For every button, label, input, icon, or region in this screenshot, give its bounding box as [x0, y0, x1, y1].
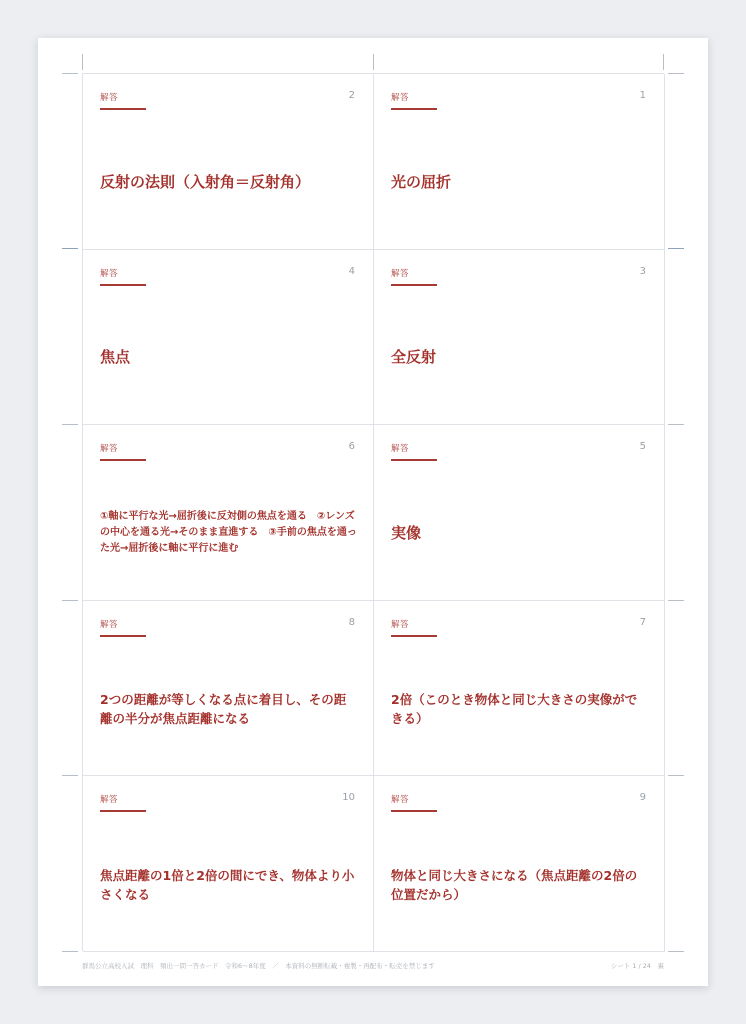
answer-card: [83, 776, 374, 952]
card-label: 解答: [391, 268, 410, 279]
card-rule: [391, 810, 437, 812]
card-rule: [100, 635, 146, 637]
card-answer-box: [100, 124, 357, 241]
crop-mark-right-5: [668, 775, 684, 776]
crop-mark-right-2: [668, 248, 684, 249]
card-number: 4: [348, 265, 355, 277]
card-label: 解答: [391, 619, 410, 630]
crop-mark-right-4: [668, 600, 684, 601]
card-rule: [391, 635, 437, 637]
answer-card: [83, 601, 374, 777]
card-answer: 実像: [391, 523, 422, 542]
card-label: 解答: [391, 93, 410, 103]
card-number: 3: [639, 265, 646, 277]
footer-sheet-indicator: シート 1 / 24 裏: [610, 962, 664, 970]
card-answer: 全反射: [391, 348, 437, 367]
answer-card: [83, 250, 374, 426]
card-label: 解答: [391, 795, 410, 806]
card-answer-box: [100, 826, 357, 943]
answer-sheet: [38, 38, 708, 986]
card-answer-box: [391, 475, 648, 592]
card-label: 解答: [100, 619, 119, 630]
card-number: 9: [639, 792, 646, 804]
answer-card: [374, 776, 665, 952]
footer-copyright: 群馬公立高校入試 理科 頻出一問一答カード 令和6〜8年度 ／ 本資料の無断転載・複製・再配布・転売を禁じます: [82, 962, 435, 970]
card-number: 1: [639, 90, 646, 101]
crop-mark-top-right: [663, 54, 664, 70]
card-label: 解答: [100, 268, 119, 279]
card-answer-box: [391, 826, 648, 943]
card-number: 7: [639, 616, 646, 628]
crop-mark-left-4: [62, 600, 78, 601]
crop-mark-right-6: [668, 951, 684, 952]
card-number: 10: [342, 792, 355, 804]
card-answer-box: [391, 651, 648, 768]
card-answer: 反射の法則（入射角＝反射角）: [100, 172, 311, 191]
crop-mark-left-6: [62, 951, 78, 952]
card-label: 解答: [100, 444, 119, 455]
answer-card: [374, 601, 665, 777]
card-label: 解答: [391, 444, 410, 455]
card-answer: 物体と同じ大きさになる（焦点距離の2倍の位置だから）: [391, 867, 638, 902]
answer-card: [83, 425, 374, 601]
card-number: 6: [348, 441, 355, 453]
card-answer: 光の屈折: [391, 172, 452, 191]
crop-mark-left-1: [62, 73, 78, 74]
card-grid: [82, 73, 664, 951]
crop-mark-left-3: [62, 424, 78, 425]
card-answer-box: [100, 651, 357, 768]
card-answer-box: [100, 300, 357, 417]
card-rule: [100, 810, 146, 812]
answer-card: [83, 74, 374, 250]
answer-card: [374, 425, 665, 601]
card-rule: [391, 108, 437, 110]
card-rule: [100, 459, 146, 461]
crop-mark-right-3: [668, 424, 684, 425]
card-answer: 焦点: [100, 348, 131, 367]
answer-card: [374, 74, 665, 250]
crop-mark-top-left: [82, 54, 83, 70]
card-rule: [391, 459, 437, 461]
card-number: 2: [348, 90, 355, 101]
card-answer: 2つの距離が等しくなる点に着目し、その距離の半分が焦点距離になる: [100, 692, 347, 727]
card-rule: [100, 108, 146, 110]
card-rule: [391, 284, 437, 286]
card-answer-box: [391, 300, 648, 417]
crop-mark-right-1: [668, 73, 684, 74]
card-label: 解答: [100, 795, 119, 806]
crop-mark-left-2: [62, 248, 78, 249]
answer-card: [374, 250, 665, 426]
card-number: 8: [348, 616, 355, 628]
card-answer-box: [391, 124, 648, 241]
card-number: 5: [639, 441, 646, 453]
card-answer: 焦点距離の1倍と2倍の間にでき、物体より小さくなる: [100, 867, 355, 902]
card-rule: [100, 284, 146, 286]
crop-mark-top-center: [373, 54, 374, 70]
crop-mark-left-5: [62, 775, 78, 776]
card-answer: 2倍（このとき物体と同じ大きさの実像ができる）: [391, 692, 638, 727]
card-label: 解答: [100, 93, 119, 103]
card-answer-box: [100, 475, 357, 592]
card-answer: ①軸に平行な光→屈折後に反対側の焦点を通る ②レンズの中心を通る光→そのまま直進する ③手前の焦点を通った光→屈折後に軸に平行に進む: [100, 511, 357, 555]
